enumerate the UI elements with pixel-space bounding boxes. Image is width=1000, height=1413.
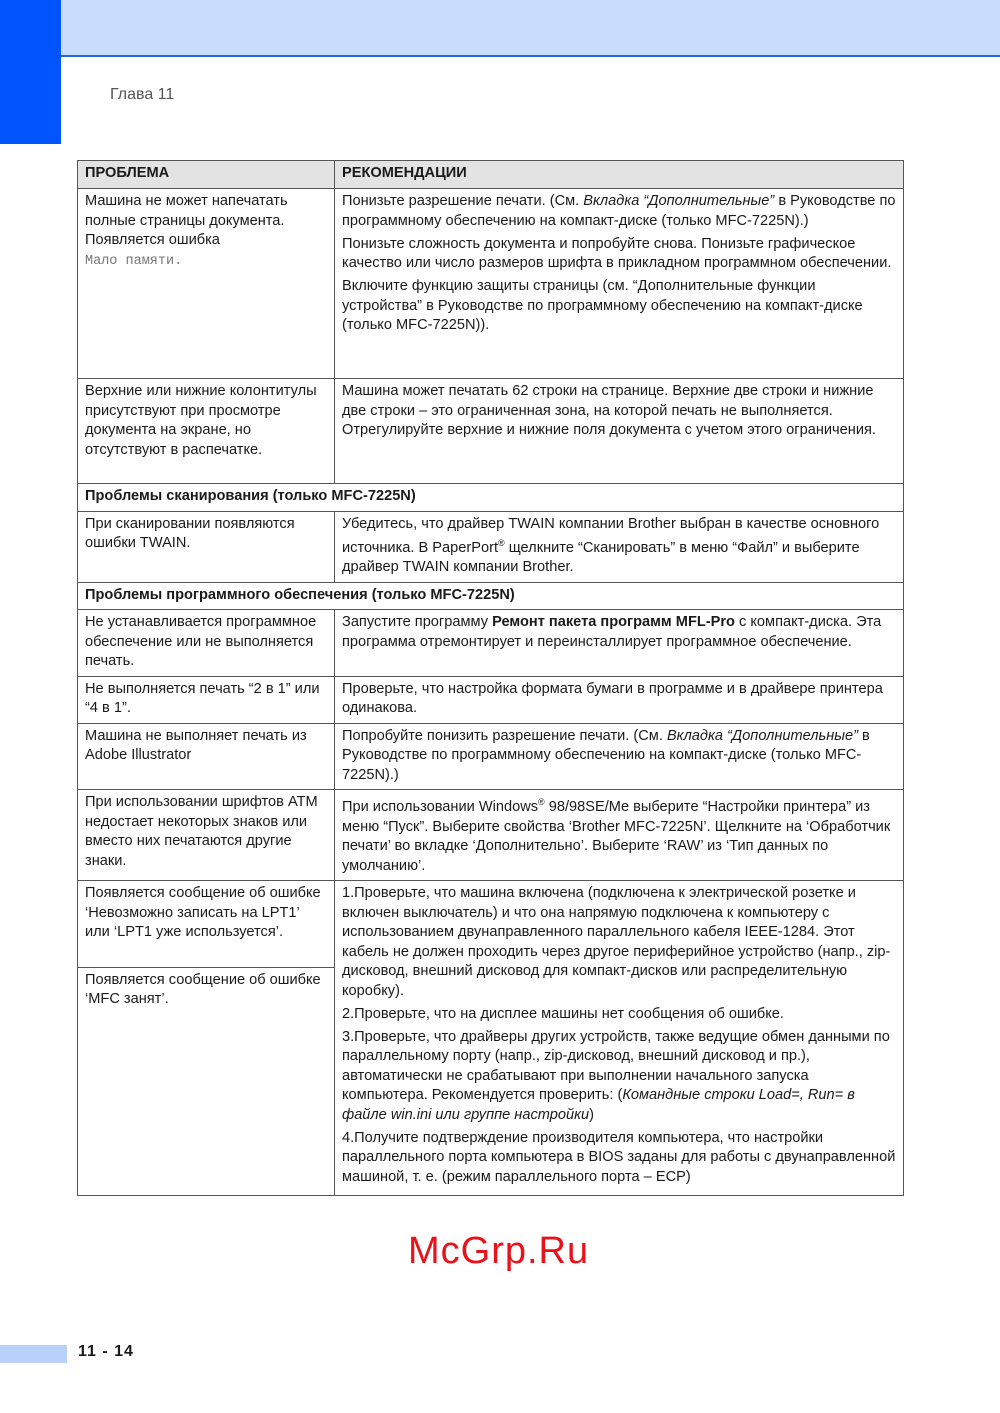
text: щелкните “Сканировать” в меню “Файл” и выберите драйвер TWAIN компании Brother. [342, 539, 860, 576]
recommendation-cell [335, 723, 904, 790]
header-band [61, 0, 1000, 57]
problem-text: Машина не может напечатать полные страницы документа. Появляется ошибка [85, 193, 288, 248]
section-title: Проблемы сканирования (только MFC-7225N) [78, 484, 904, 512]
registered-mark: ® [538, 797, 545, 808]
recommendation-cell [335, 881, 904, 1196]
table-row [78, 189, 904, 379]
recommendation-cell [335, 610, 904, 677]
problem-cell: Машина не выполняет печать из Adobe Illustrator [78, 723, 335, 790]
text: Убедитесь, что драйвер TWAIN компании Brother выбран в качестве основного источника. В PaperPort [342, 515, 880, 556]
col-recommendation-header: РЕКОМЕНДАЦИИ [335, 161, 904, 189]
table-row [78, 676, 904, 723]
text: ) [589, 1106, 594, 1123]
problem-cell [78, 189, 335, 379]
problem-cell: При использовании шрифтов ATM недостает некоторых знаков или вместо них печатаются другие знаки. [78, 790, 335, 881]
error-code: Мало памяти. [85, 253, 183, 269]
text: Попробуйте понизить разрешение печати. (См. [342, 727, 667, 744]
italic-ref: Вкладка “Дополнительные” [666, 727, 858, 744]
table-row [78, 379, 904, 484]
problem-cell: Не выполняется печать “2 в 1” или “4 в 1”. [78, 676, 335, 723]
text: Запустите программу [342, 614, 493, 631]
recommendation-paragraph [342, 192, 896, 231]
step-1: 1.Проверьте, что машина включена (подключена к электрической розетке и включен выключатель) и что она напрямую подключена к компьютеру с использованием двунаправленного параллельного кабеля IEEE-1284. Этот кабель не должен проходить через другое периферийное устройство (напр., zip-дисковод, внешний дисковод для компакт-дисков или распределительную коробку). [342, 885, 891, 999]
table-row [78, 610, 904, 677]
table-row [78, 790, 904, 881]
chapter-tab-block [0, 0, 61, 144]
recommendation-cell [335, 790, 904, 881]
step-4: 4.Получите подтверждение производителя компьютера, что настройки параллельного порта компьютера в BIOS заданы для работы с двунаправленной машиной, т. е. (режим параллельного порта – ECP) [342, 1129, 896, 1185]
recommendation-cell [335, 511, 904, 582]
recommendation-paragraph: Включите функцию защиты страницы (см. “Дополнительные функции устройства” в Руководстве по программному обеспечению на компакт-диске (только MFC-7225N)). [342, 278, 863, 333]
text: в Руководстве по программному обеспечению на компакт-диске (только MFC-7225N).) [342, 727, 870, 783]
step-3 [342, 1028, 896, 1126]
program-name: Ремонт пакета программ MFL-Pro [492, 614, 735, 631]
text: Понизьте разрешение печати. (См. [342, 193, 584, 209]
section-title: Проблемы программного обеспечения (только MFC-7225N) [78, 582, 904, 610]
problem-cell: При сканировании появляются ошибки TWAIN. [78, 511, 335, 582]
problem-cell: Появляется сообщение об ошибке ‘MFC занят’. [78, 967, 335, 1195]
problem-cell: Верхние или нижние колонтитулы присутствуют при просмотре документа на экране, но отсутствуют в распечатке. [78, 379, 335, 484]
troubleshooting-table [77, 160, 904, 1196]
section-row [78, 484, 904, 512]
italic-ref: Командные строки Load=, Run= в файле win.ini или группе настройки [342, 1087, 855, 1123]
text: При использовании Windows [342, 799, 539, 816]
text: 3.Проверьте, что драйверы других устройств, также ведущие обмен данными по параллельному порту (напр., zip-дисковод, внешний дисковод и пр.), автоматически не срабатывают при выполнении начального запуска компьютера. Рекомендуется проверить: ( [342, 1028, 890, 1104]
step-2: 2.Проверьте, что на дисплее машины нет сообщения об ошибке. [342, 1005, 784, 1022]
table-row [78, 511, 904, 582]
problem-cell: Появляется сообщение об ошибке ‘Невозможно записать на LPT1’ или ‘LPT1 уже используется’. [78, 881, 335, 968]
col-problem-header: ПРОБЛЕМА [78, 161, 335, 189]
recommendation-cell [335, 189, 904, 379]
table-row [78, 723, 904, 790]
watermark: McGrp.Ru [408, 1230, 590, 1272]
recommendation-paragraph: Понизьте сложность документа и попробуйте снова. Понизьте графическое качество или число размеров шрифта в прикладном программном обеспечении. [342, 235, 892, 271]
table-header [78, 161, 904, 189]
section-row [78, 582, 904, 610]
italic-ref: Вкладка “Дополнительные” [583, 193, 775, 209]
text: в Руководстве по программному обеспечению на компакт-диске (только MFC-7225N).) [342, 193, 896, 229]
chapter-title: Глава 11 [110, 86, 175, 103]
recommendation-cell: Машина может печатать 62 строки на странице. Верхние две строки и нижние две строки – это ограниченная зона, на которой печать не выполняется. Отрегулируйте верхние и нижние поля документа с учетом этого ограничения. [335, 379, 904, 484]
table-row [78, 881, 904, 968]
recommendation-cell: Проверьте, что настройка формата бумаги в программе и в драйвере принтера одинакова. [335, 676, 904, 723]
registered-mark: ® [498, 538, 505, 548]
text: 98/98SE/Me выберите “Настройки принтера” из меню “Пуск”. Выберите свойства ‘Brother MFC-7225N’. Щелкните на ‘Обработчик печати’ во вкладке ‘Дополнительно’. Выберите ‘RAW’ из ‘Тип данных по умолчанию’. [342, 799, 891, 874]
problem-cell: Не устанавливается программное обеспечение или не выполняется печать. [78, 610, 335, 677]
page-number: 11 - 14 [78, 1343, 134, 1360]
text: с компакт-диска. Эта программа отремонтирует и переинсталлирует программное обеспечение. [342, 614, 882, 650]
footer-bar [0, 1345, 67, 1363]
